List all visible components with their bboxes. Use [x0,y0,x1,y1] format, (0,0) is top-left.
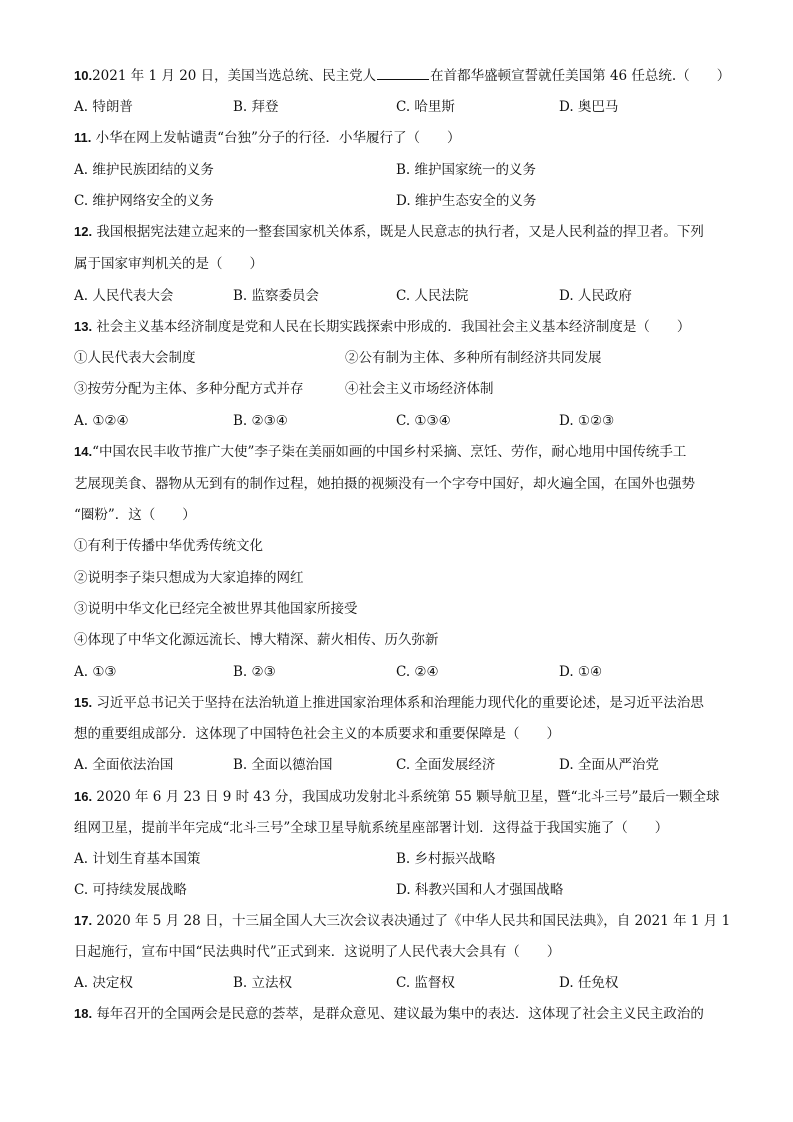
question-number: 13. [74,319,93,334]
option-a[interactable]: A. ①③ [74,664,117,680]
fill-in-blank [377,67,429,80]
option-b[interactable]: B. 乡村振兴战略 [396,851,496,867]
question-number: 11. [74,130,92,145]
option-a[interactable]: A. 人民代表大会 [74,288,174,304]
option-b[interactable]: B. 维护国家统一的义务 [396,162,537,178]
option-b[interactable]: B. 拜登 [233,99,279,115]
option-d[interactable]: D. 科教兴国和人才强国战略 [396,882,564,898]
option-c[interactable]: C. 人民法院 [396,288,469,304]
option-d[interactable]: D. 全面从严治党 [559,757,659,773]
option-c[interactable]: C. ①③④ [396,413,451,429]
question-number: 15. [74,695,93,710]
option-a[interactable]: A. 全面依法治国 [74,757,174,773]
question-number: 16. [74,789,93,804]
option-d[interactable]: D. 维护生态安全的义务 [396,193,537,209]
option-d[interactable]: D. 奥巴马 [559,99,619,115]
option-a[interactable]: A. 决定权 [74,975,133,991]
question-16-stem: 16. 2020 年 6 月 23 日 9 时 43 分，我国成功发射北斗系统第 55 颗导航卫星，暨“北斗三号”最后一颗全球 [74,789,720,805]
option-c[interactable]: C. ②④ [396,664,439,680]
question-16-stem-cont: 组网卫星，提前半年完成“北斗三号”全球卫星导航系统星座部署计划．这得益于我国实施了（ ） [74,820,669,836]
question-number: 10. [74,68,93,83]
question-number: 18. [74,1006,93,1021]
option-c[interactable]: C. 全面发展经济 [396,757,496,773]
option-d[interactable]: D. ①②③ [559,413,615,429]
question-10-stem: 10.2021 年 1 月 20 日，美国当选总统、民主党人 在首都华盛顿宣誓就任美国第 46 任总统.（ ） [74,68,731,84]
option-c[interactable]: C. 可持续发展战略 [74,882,187,898]
option-c[interactable]: C. 哈里斯 [396,99,455,115]
option-d[interactable]: D. ①④ [559,664,603,680]
option-c[interactable]: C. 维护网络安全的义务 [74,193,214,209]
question-13-stem: 13. 社会主义基本经济制度是党和人民在长期实践探索中形成的．我国社会主义基本经济制度是（ ） [74,319,691,335]
statement-1: ①有利于传播中华优秀传统文化 [74,538,263,554]
option-a[interactable]: A. 维护民族团结的义务 [74,162,214,178]
question-17-stem-cont: 日起施行，宣布中国“民法典时代”正式到来．这说明了人民代表大会具有（ ） [74,944,561,960]
option-a[interactable]: A. 计划生育基本国策 [74,851,201,867]
question-number: 14. [74,444,93,459]
option-a[interactable]: A. ①②④ [74,413,129,429]
question-15-stem-cont: 想的重要组成部分．这体现了中国特色社会主义的本质要求和重要保障是（ ） [74,726,560,742]
question-14-stem: 14.“中国农民丰收节推广大使”李子柒在美丽如画的中国乡村采摘、烹饪、劳作，耐心地用中国传统手工 [74,444,687,460]
question-15-stem: 15. 习近平总书记关于坚持在法治轨道上推进国家治理体系和治理能力现代化的重要论述，是习近平法治思 [74,695,704,711]
question-17-stem: 17. 2020 年 5 月 28 日，十三届全国人大三次会议表决通过了《中华人民共和国民法典》，自 2021 年 1 月 1 [74,913,731,929]
option-d[interactable]: D. 人民政府 [559,288,632,304]
option-c[interactable]: C. 监督权 [396,975,455,991]
option-a[interactable]: A. 特朗普 [74,99,133,115]
question-14-stem-cont: “圈粉”．这（ ） [74,507,196,523]
option-b[interactable]: B. 监察委员会 [233,288,320,304]
question-18-stem: 18. 每年召开的全国两会是民意的荟萃，是群众意见、建议最为集中的表达．这体现了社会主义民主政治的 [74,1006,704,1022]
statement-2: ②公有制为主体、多种所有制经济共同发展 [345,350,602,366]
option-b[interactable]: B. ②③ [233,664,276,680]
question-12-stem: 12. 我国根据宪法建立起来的一整套国家机关体系，既是人民意志的执行者，又是人民利益的捍卫者。下列 [74,224,704,240]
statement-1: ①人民代表大会制度 [74,350,196,366]
statement-3: ③说明中华文化已经完全被世界其他国家所接受 [74,601,358,617]
option-d[interactable]: D. 任免权 [559,975,619,991]
question-number: 12. [74,224,93,239]
option-b[interactable]: B. 全面以德治国 [233,757,333,773]
statement-3: ③按劳分配为主体、多种分配方式并存 [74,381,304,397]
question-12-stem-cont: 属于国家审判机关的是（ ） [74,256,263,272]
statement-4: ④社会主义市场经济体制 [345,381,494,397]
option-b[interactable]: B. 立法权 [233,975,293,991]
question-14-stem-cont: 艺展现美食、器物从无到有的制作过程，她拍摄的视频没有一个字夸中国好，却火遍全国，在国外也强势 [74,476,695,492]
statement-2: ②说明李子柒只想成为大家追捧的网红 [74,570,304,586]
option-b[interactable]: B. ②③④ [233,413,288,429]
question-number: 17. [74,913,93,928]
question-11-stem: 11. 小华在网上发帖谴责“台独”分子的行径．小华履行了（ ） [74,130,461,146]
statement-4: ④体现了中华文化源远流长、博大精深、薪火相传、历久弥新 [74,632,439,648]
